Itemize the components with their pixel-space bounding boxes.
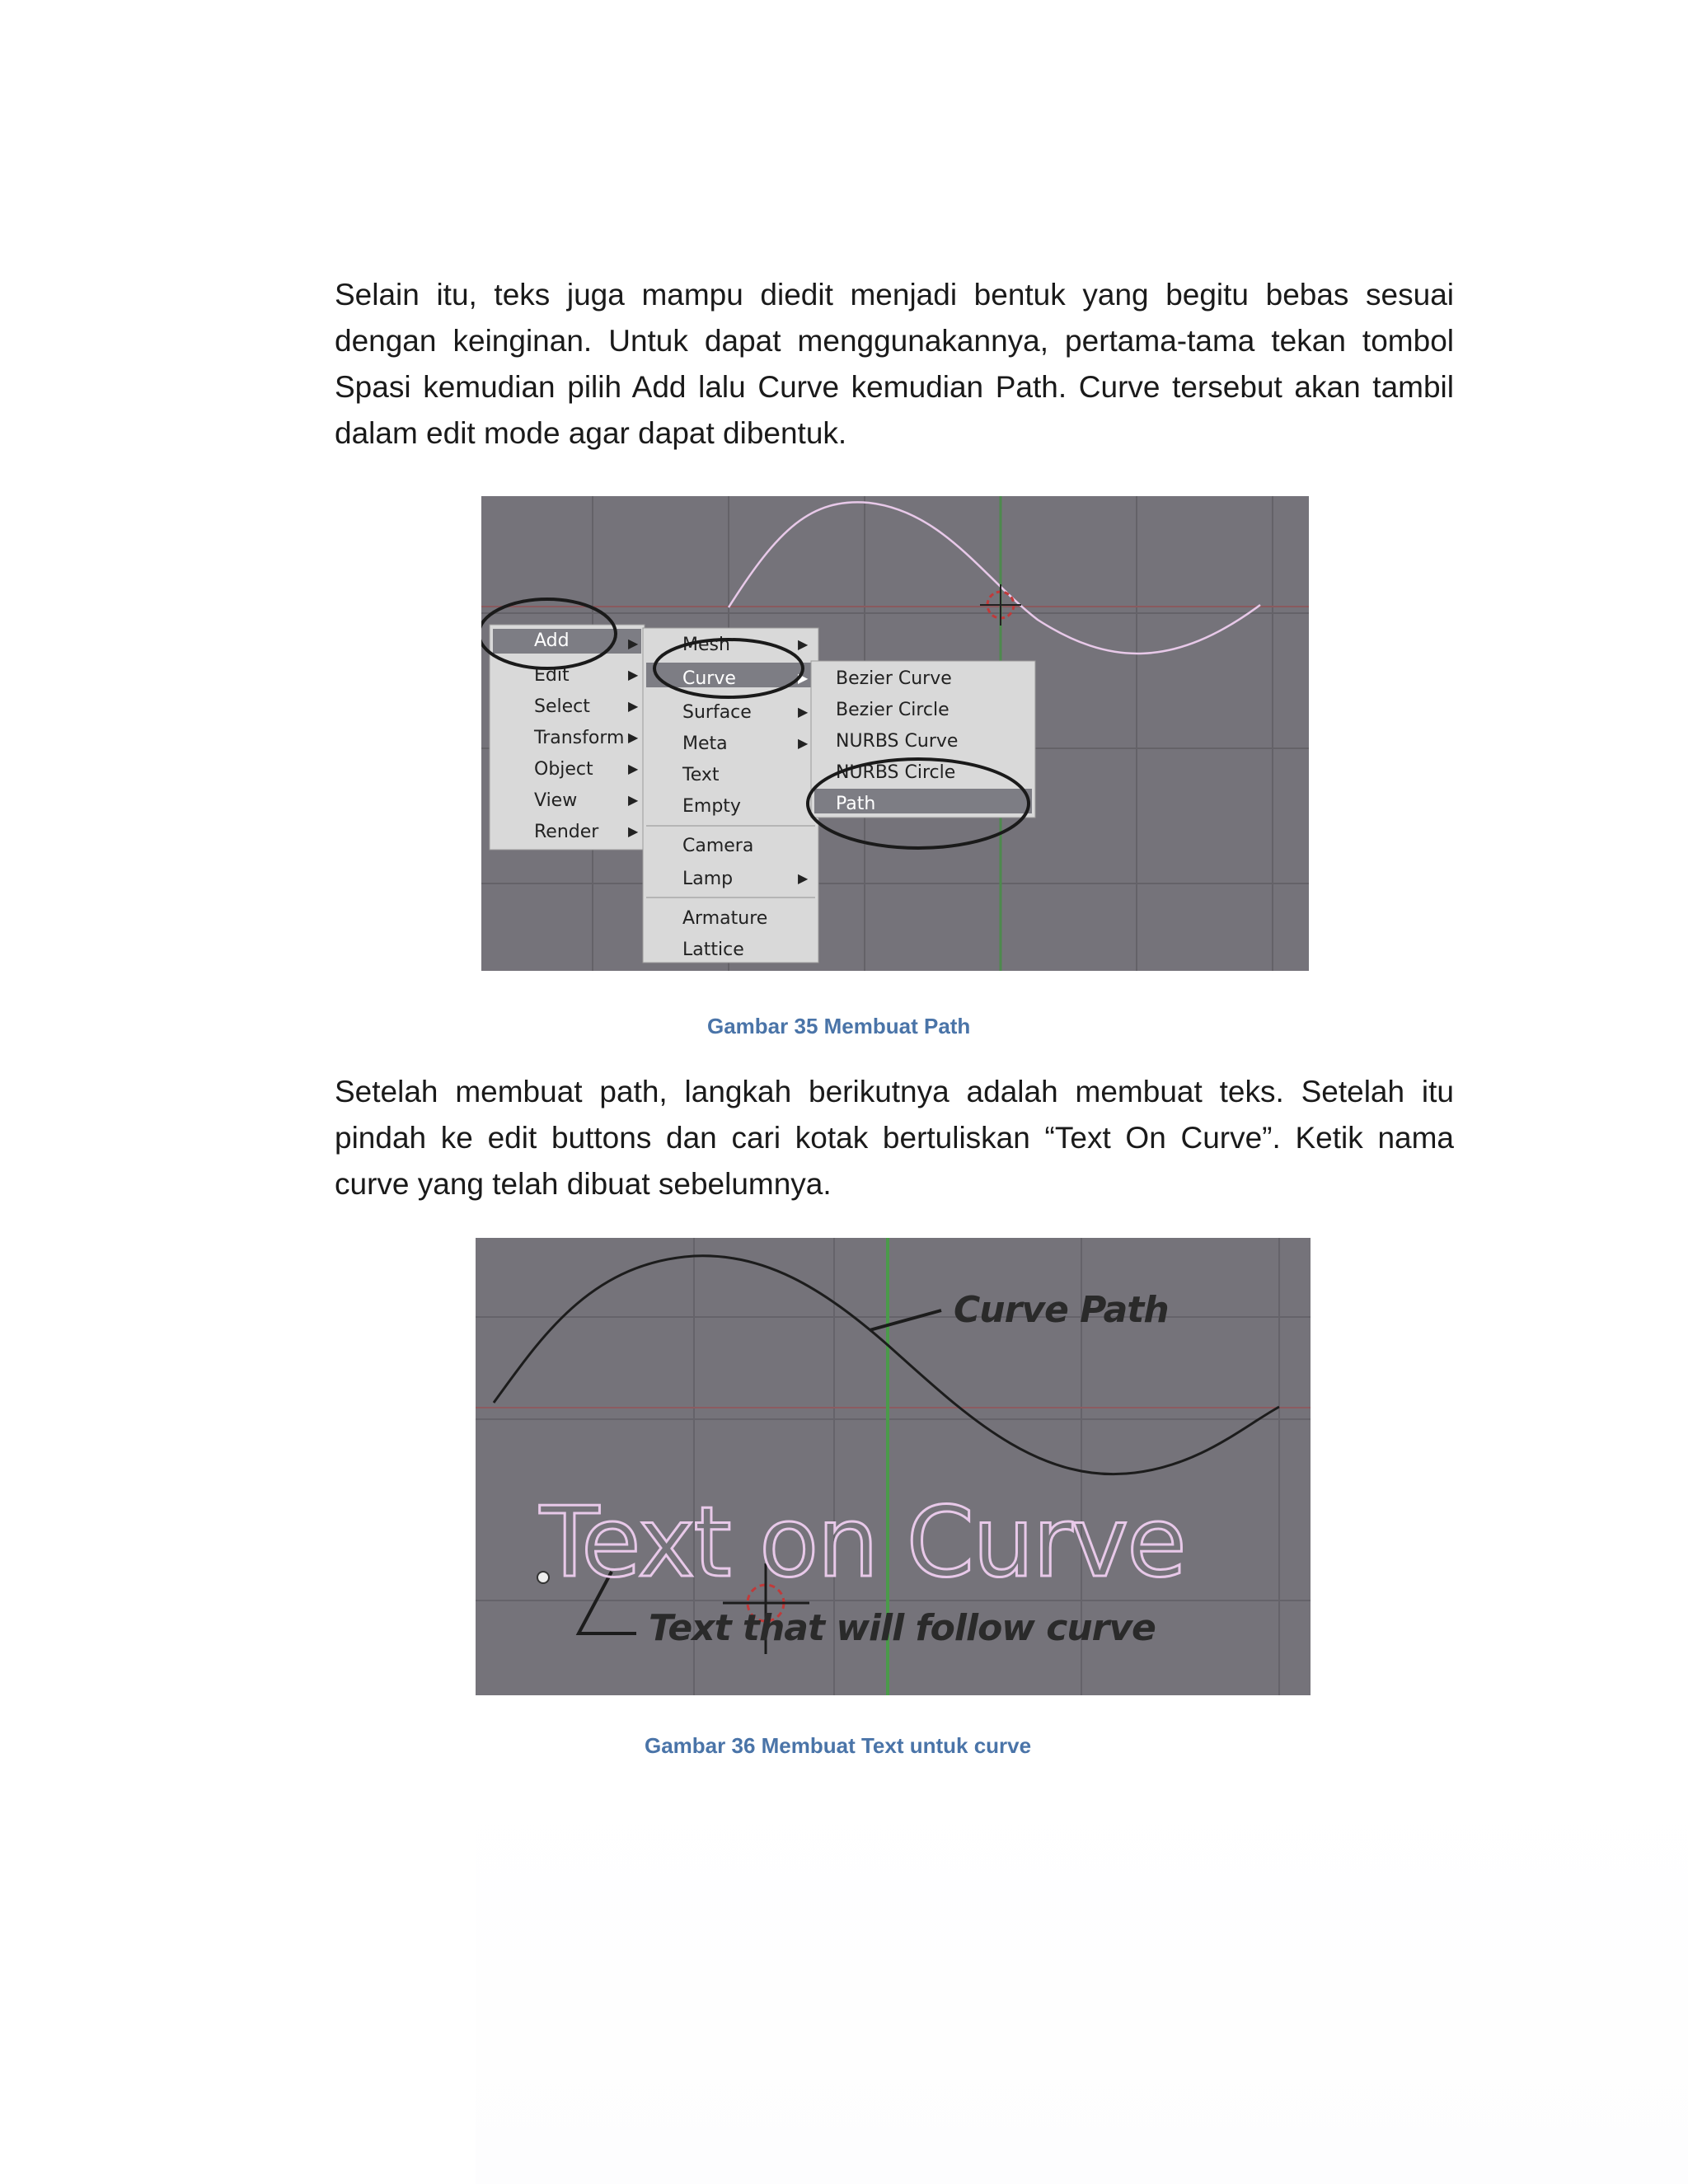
menu-item-empty: Empty — [682, 796, 741, 817]
menu-item-text: Text — [682, 765, 720, 785]
chevron-right-icon: ▶ — [798, 872, 809, 886]
menu-item-transform: Transform — [534, 728, 625, 748]
chevron-right-icon: ▶ — [628, 700, 639, 714]
menu-item-nurbs-curve: NURBS Curve — [836, 731, 959, 752]
menu-item-bezier-circle: Bezier Circle — [836, 700, 950, 720]
menu-item-lamp: Lamp — [682, 869, 734, 889]
menu-item-select: Select — [534, 696, 590, 717]
menu-item-armature: Armature — [682, 908, 768, 929]
menu-item-render: Render — [534, 822, 599, 842]
paragraph-intro: Selain itu, teks juga mampu diedit menjadi bentuk yang begitu bebas sesuai dengan keinginan. Untuk dapat menggunakannya, pertama-tama tekan tombol Spasi kemudian pilih Add lalu Curve kemudian Path. Curve tersebut akan tambil dalam edit mode agar dapat dibentuk. — [335, 278, 1454, 450]
figure-caption-36: Gambar 36 Membuat Text untuk curve — [645, 1733, 1032, 1758]
figure-add-path-menu — [481, 496, 1309, 971]
menu-item-path: Path — [836, 794, 876, 814]
label-curve-path: Curve Path — [954, 1289, 1169, 1331]
page-shade — [476, 1772, 1688, 2184]
menu-item-nurbs-circle: NURBS Circle — [836, 762, 956, 783]
label-text-on-curve: Text on Curve — [540, 1485, 1185, 1599]
chevron-right-icon: ▶ — [628, 637, 639, 651]
menu-item-curve: Curve — [682, 668, 736, 689]
paragraph-text-on-curve: Setelah membuat path, langkah berikutnya adalah membuat teks. Setelah itu pindah ke edit buttons dan cari kotak bertuliskan “Text On Curve”. Ketik nama curve yang telah dibuat sebelumnya. — [335, 1075, 1454, 1201]
menu-item-meta: Meta — [682, 733, 728, 754]
menu-item-lattice: Lattice — [682, 940, 744, 960]
menu-item-edit: Edit — [534, 665, 570, 686]
menu-item-view: View — [534, 790, 578, 811]
chevron-right-icon: ▶ — [798, 705, 809, 719]
highlight-ellipse-curve — [654, 640, 803, 697]
label-text-follow-curve: Text that will follow curve — [649, 1607, 1156, 1649]
chevron-right-icon: ▶ — [628, 762, 639, 776]
chevron-right-icon: ▶ — [798, 737, 809, 751]
figure-text-on-curve — [476, 1238, 1311, 1695]
menu-item-add: Add — [534, 630, 570, 651]
menu-item-camera: Camera — [682, 836, 754, 856]
menu-item-bezier-curve: Bezier Curve — [836, 668, 952, 689]
figure-caption-35: Gambar 35 Membuat Path — [707, 1014, 971, 1038]
menu-item-surface: Surface — [682, 702, 752, 723]
highlight-ellipse-add — [481, 599, 616, 668]
menu-item-mesh: Mesh — [682, 635, 730, 655]
chevron-right-icon: ▶ — [628, 731, 639, 745]
chevron-right-icon: ▶ — [628, 794, 639, 808]
chevron-right-icon: ▶ — [628, 825, 639, 839]
chevron-right-icon: ▶ — [628, 668, 639, 682]
chevron-right-icon: ▶ — [798, 638, 809, 652]
highlight-ellipse-path — [808, 759, 1029, 848]
menu-item-object: Object — [534, 759, 593, 780]
chevron-right-icon: ▶ — [798, 672, 809, 686]
